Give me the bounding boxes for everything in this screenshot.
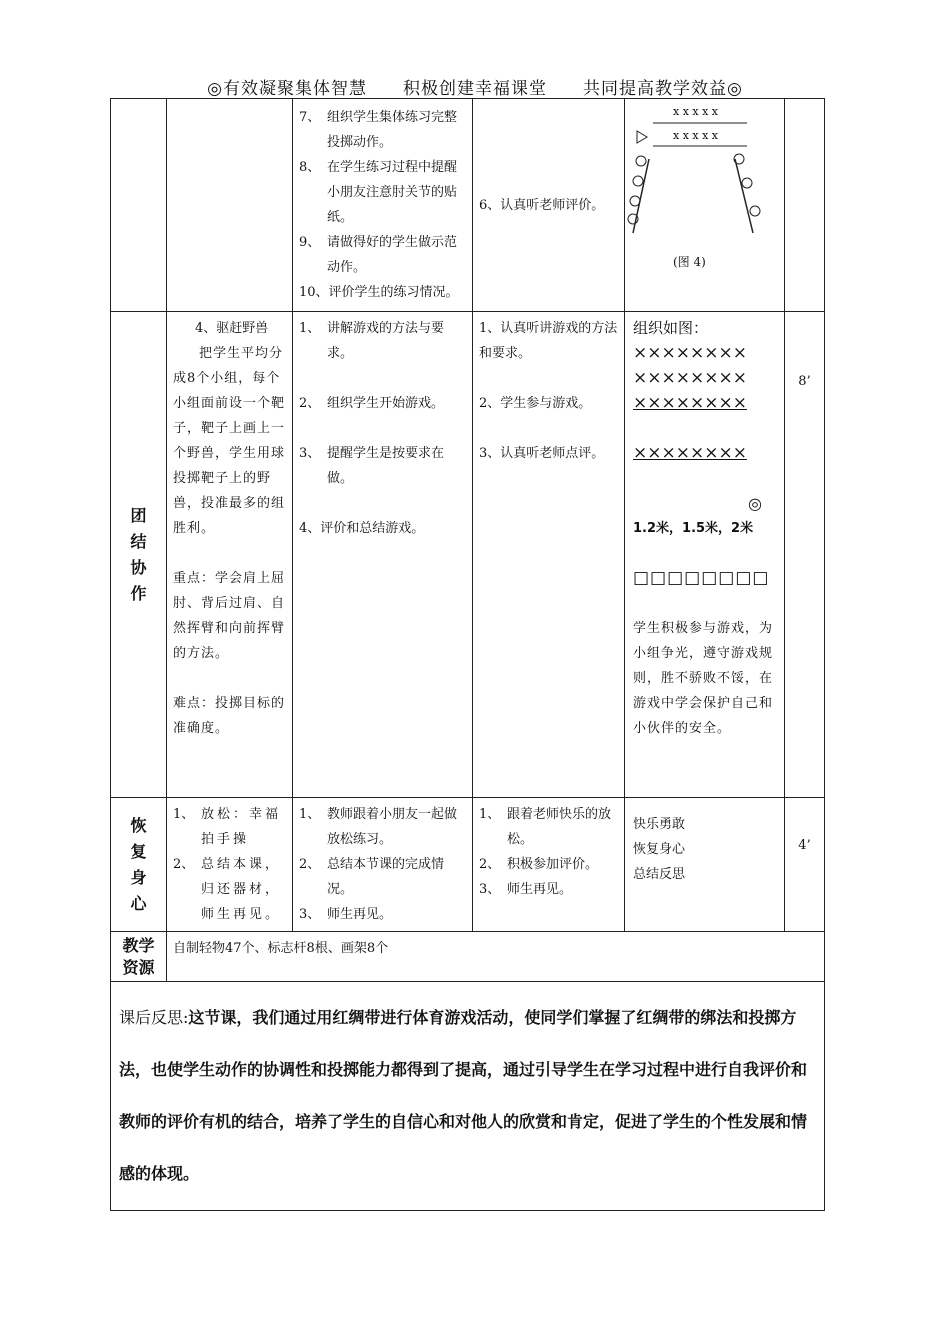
- table-row: [111, 99, 825, 312]
- student-activity-cell: [473, 312, 625, 798]
- org-title: 组织如图：: [633, 319, 709, 337]
- throwing-diagram: [625, 99, 785, 249]
- table-row: [111, 798, 825, 932]
- page-header: ◎有效凝聚集体智慧 积极创建幸福课堂 共同提高教学效益◎: [207, 79, 743, 99]
- organization-cell: [625, 99, 785, 312]
- list-item: 2、 总结本课，归还器材，师生再见。: [173, 857, 282, 922]
- list-item: 4、评价和总结游戏。: [299, 521, 425, 536]
- organization-cell: [625, 312, 785, 798]
- formation-row: ××××××××: [633, 393, 747, 413]
- section-cell: [111, 99, 167, 312]
- content-cell: [167, 312, 293, 798]
- content-cell: [167, 99, 293, 312]
- list-item: 1、 放松：幸福拍手操: [173, 807, 282, 847]
- list-item: 1、 教师跟着小朋友一起做放松练习。: [299, 807, 458, 847]
- distances: 1.2米，1.5米，2米: [633, 521, 754, 536]
- teacher-activity-cell: [293, 312, 473, 798]
- formation-row: ××××××××: [633, 368, 747, 388]
- list-item: 3、认真听老师点评。: [479, 446, 605, 461]
- resources-text: 自制轻物47个、标志杆8根、画架8个: [173, 941, 389, 956]
- org-note: 学生积极参与游戏，为小组争光，遵守游戏规则，胜不骄败不馁，在游戏中学会保护自己和小伙伴的安全。: [633, 621, 774, 736]
- list-item: 2、学生参与游戏。: [479, 396, 592, 411]
- list-item: 总结反思: [633, 867, 686, 882]
- table-row: [111, 982, 825, 1211]
- lesson-plan-table: [110, 98, 825, 1211]
- formation-row: ××××××××: [633, 443, 747, 463]
- list-item: 1、 讲解游戏的方法与要求。: [299, 321, 445, 361]
- time-cell: [785, 99, 825, 312]
- list-item: 1、认真听讲游戏的方法和要求。: [479, 321, 618, 361]
- table-row: [111, 932, 825, 982]
- game-description: 把学生平均分成8个小组，每个小组面前设一个靶子，靶子上画上一个野兽，学生用球投掷靶子上的野兽，投准最多的组胜利。: [173, 346, 286, 536]
- time-cell: [785, 798, 825, 932]
- figure-row-2: x x x x x: [673, 129, 719, 142]
- student-activity: 6、认真听老师评价。: [479, 198, 605, 213]
- time-cell: [785, 312, 825, 798]
- resources-label: 教学 资源: [111, 932, 167, 982]
- list-item: 2、 组织学生开始游戏。: [299, 396, 445, 411]
- list-item: 恢复身心: [633, 842, 686, 857]
- list-item: 7、 组织学生集体练习完整投掷动作。: [299, 110, 458, 150]
- list-item: 3、 提醒学生是按要求在做。: [299, 446, 445, 486]
- content-cell: [167, 798, 293, 932]
- time-value: 8’: [798, 374, 811, 389]
- organization-cell: [625, 798, 785, 932]
- target-icon: ◎: [748, 494, 762, 513]
- student-activity-cell: [473, 99, 625, 312]
- game-title: 4、驱赶野兽: [195, 321, 269, 336]
- time-value: 4’: [798, 838, 811, 853]
- formation-diagram: [625, 99, 784, 311]
- formation-row: ××××××××: [633, 343, 747, 363]
- list-item: 3、 师生再见。: [299, 907, 393, 922]
- table-row: [111, 312, 825, 798]
- difficulty: 难点：投掷目标的准确度。: [173, 696, 286, 736]
- figure-caption: (图 4): [673, 255, 706, 269]
- figure-row-1: x x x x x: [673, 105, 719, 118]
- list-item: 2、 积极参加评价。: [479, 857, 599, 872]
- reflection-text: 这节课，我们通过用红绸带进行体育游戏活动，使同学们掌握了红绸带的绑法和投掷方法，也使学生动作的协调性和投掷能力都得到了提高，通过引导学生在学习过程中进行自我评价和教师的评价有机的结合，培养了学生的自信心和对他人的欣赏和肯定，促进了学生的个性发展和情感的体现。: [119, 1008, 808, 1183]
- list-item: 10、评价学生的练习情况。: [299, 285, 459, 300]
- section-label: 恢 复 身 心: [111, 798, 167, 932]
- list-item: 8、 在学生练习过程中提醒小朋友注意肘关节的贴纸。: [299, 160, 458, 225]
- list-item: 快乐勇敢: [633, 817, 686, 832]
- teacher-activity-cell: [293, 798, 473, 932]
- list-item: 3、 师生再见。: [479, 882, 573, 897]
- resources-cell: [167, 932, 825, 982]
- list-item: 2、 总结本节课的完成情况。: [299, 857, 445, 897]
- student-activity-cell: [473, 798, 625, 932]
- section-label: 团 结 协 作: [111, 312, 167, 798]
- list-item: 1、 跟着老师快乐的放松。: [479, 807, 612, 847]
- reflection-label: 课后反思:: [119, 1008, 189, 1027]
- teacher-activity-cell: [293, 99, 473, 312]
- key-point: 重点：学会肩上屈肘、背后过肩、自然挥臂和向前挥臂的方法。: [173, 571, 286, 661]
- reflection-cell: [111, 982, 825, 1211]
- target-boxes: □□□□□□□□: [633, 568, 770, 588]
- list-item: 9、 请做得好的学生做示范动作。: [299, 235, 458, 275]
